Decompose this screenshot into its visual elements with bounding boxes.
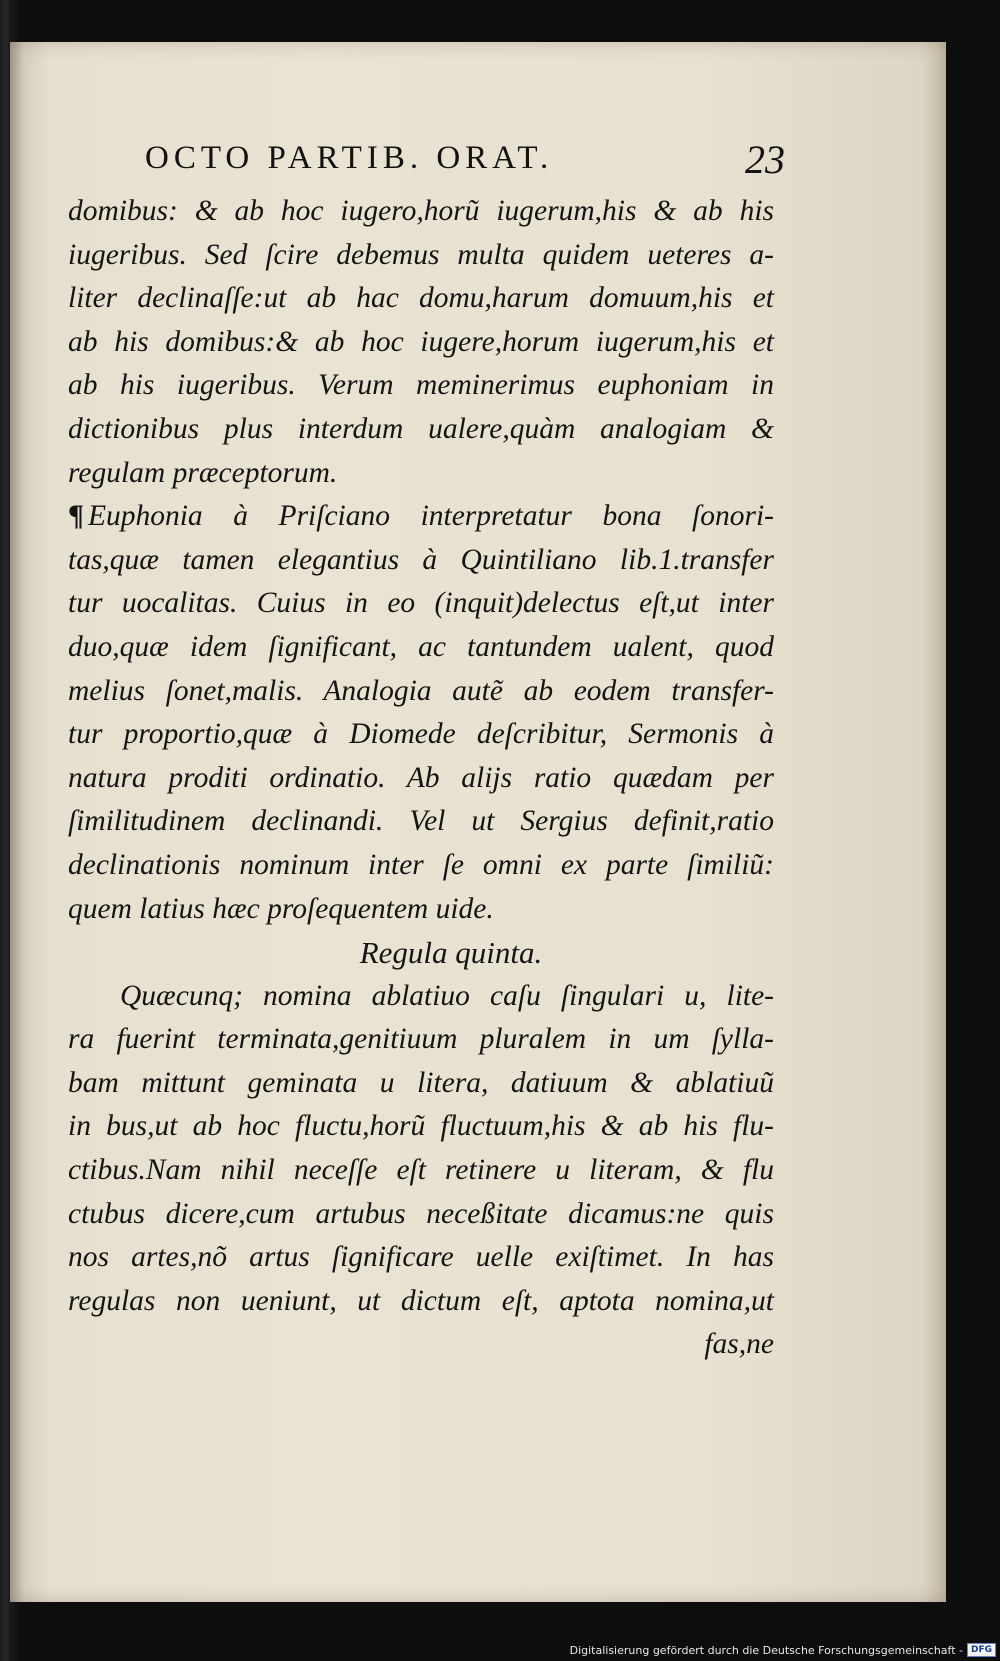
text-line: melius ſonet,malis. Analogia autẽ ab eodem transfer- [68,674,774,707]
digitization-credit [570,1643,996,1657]
text-line: declinationis nominum inter ſe omni ex parte ſimiliũ: [68,848,774,881]
text-line: natura proditi ordinatio. Ab alijs ratio quædam per [68,761,774,794]
running-head [145,137,785,186]
text-line: bam mittunt geminata u litera, datiuum & ablatiuũ [68,1066,774,1099]
text-line: ctubus dicere,cum artubus neceßitate dicamus:ne quis [68,1197,774,1230]
text-line: tur proportio,quæ à Diomede deſcribitur, Sermonis à [68,718,774,751]
body-text [68,190,774,1367]
text-line: regulas non ueniunt, ut dictum eſt, aptota nomina,ut [68,1284,774,1317]
text-line: tas,quæ tamen elegantius à Quintiliano lib.1.transfer [68,543,774,576]
text-line: in bus,ut ab hoc fluctu,horũ fluctuum,his & ab his flu- [68,1110,774,1143]
dfg-logo: DFG [967,1643,996,1657]
text-line: Quæcunq; nomina ablatiuo caſu ſingulari u, lite- [120,979,774,1012]
text-line: ra fuerint terminata,genitiuum pluralem in um ſylla- [68,1023,774,1056]
text-line: iugeribus. Sed ſcire debemus multa quidem ueteres a- [68,238,774,271]
section-heading: Regula quinta. [359,935,543,971]
text-line: Euphonia à Priſciano interpretatur bona ſonori- [87,500,774,533]
text-line: domibus: & ab hoc iugero,horũ iugerum,his & ab his [68,195,774,227]
text-line: ab his domibus:& ab hoc iugere,horum iugerum,his et [68,325,774,358]
text-line: ctibus.Nam nihil neceſſe eſt retinere u literam, & flu [68,1154,774,1187]
paragraph-start-line [68,495,774,539]
credit-text: Digitalisierung gefördert durch die Deutsche Forschungsgemeinschaft - [569,1643,963,1657]
text-line: ab his iugeribus. Verum meminerimus euphoniam in [68,369,774,402]
text-line: regulam præceptorum. [68,456,338,489]
text-line: duo,quæ idem ſignificant, ac tantundem ualent, quod [68,630,774,663]
text-line: ſimilitudinem declinandi. Vel ut Sergius definit,ratio [68,805,774,838]
catchword: fas,ne [704,1328,774,1361]
text-line: nos artes,nõ artus ſignificare uelle exiſtimet. In has [68,1241,774,1274]
text-line: dictionibus plus interdum ualere,quàm analogiam & [68,412,774,445]
page-number: 23 [745,137,785,182]
text-line: tur uocalitas. Cuius in eo (inquit)delectus eſt,ut inter [68,587,774,620]
text-line: quem latius hæc proſequentem uide. [68,892,494,925]
text-line: liter declinaſſe:ut ab hac domu,harum domuum,his et [68,282,774,315]
running-title: OCTO PARTIB. ORAT. [145,140,554,176]
pilcrow-icon: ¶ [68,500,84,533]
